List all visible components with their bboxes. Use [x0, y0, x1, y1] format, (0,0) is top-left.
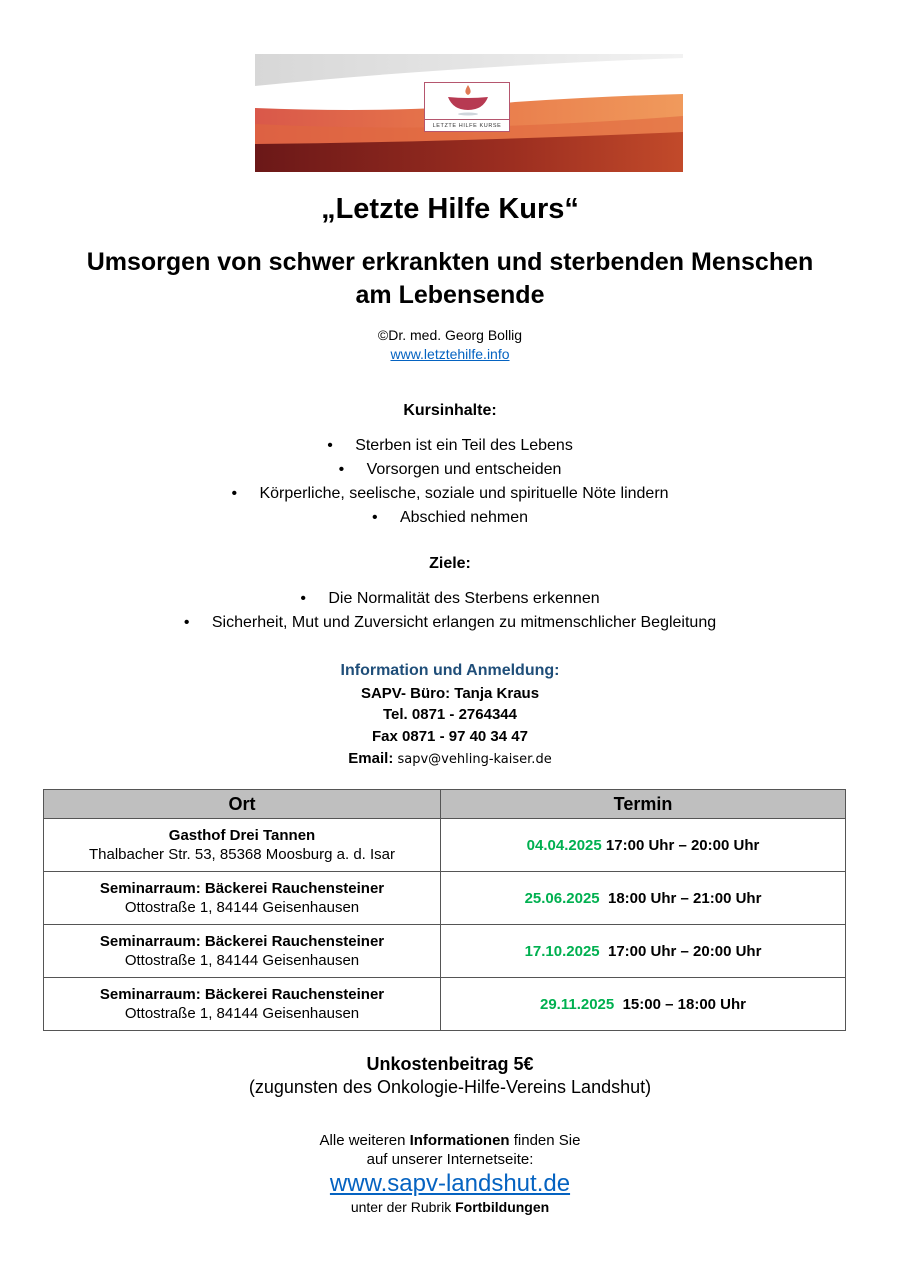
date-cell: [441, 978, 846, 1031]
contents-heading: Kursinhalte:: [403, 402, 497, 419]
location-cell: [44, 925, 441, 978]
more-info-line-2: auf unserer Internetseite:: [366, 1151, 534, 1168]
venue-name: Seminarraum: Bäckerei Rauchensteiner: [99, 880, 385, 897]
letztehilfe-link-wrap: [0, 346, 900, 362]
subtitle-line-1: Umsorgen von schwer erkrankten und sterbenden Menschen: [86, 248, 814, 276]
list-item: • Körperliche, seelische, soziale und spirituelle Nöte lindern: [0, 482, 900, 506]
page-subtitle: [0, 246, 900, 312]
venue-address: Ottostraße 1, 84144 Geisenhausen: [124, 952, 360, 969]
venue-name: Seminarraum: Bäckerei Rauchensteiner: [99, 933, 385, 950]
date-cell: [441, 819, 846, 872]
course-date: 17.10.2025: [524, 942, 600, 960]
bullet-icon: •: [371, 509, 378, 526]
location-cell: [44, 872, 441, 925]
course-date: 04.04.2025: [526, 836, 602, 854]
fee-note: (zugunsten des Onkologie-Hilfe-Vereins Landshut): [248, 1077, 652, 1097]
list-item: • Die Normalität des Sterbens erkennen: [0, 587, 900, 611]
course-date: 29.11.2025: [540, 995, 615, 1013]
course-date: 25.06.2025: [524, 889, 600, 907]
header-banner: [255, 54, 683, 172]
column-header-termin: Termin: [441, 790, 846, 819]
logo-text: LETZTE HILFE KURSE: [425, 119, 509, 129]
date-cell: [441, 925, 846, 978]
list-item: • Sicherheit, Mut und Zuversicht erlangen zu mitmenschlicher Begleitung: [0, 611, 900, 635]
info-heading: Information und Anmeldung:: [340, 662, 560, 679]
rubrik-name: Fortbildungen: [455, 1199, 550, 1215]
venue-address: Ottostraße 1, 84144 Geisenhausen: [124, 899, 360, 916]
table-row: [44, 819, 846, 872]
email-label: Email:: [348, 750, 394, 767]
more-info-text: [0, 1131, 900, 1169]
venue-name: Seminarraum: Bäckerei Rauchensteiner: [99, 986, 385, 1003]
rubrik-text: unter der Rubrik Fortbildungen: [350, 1199, 550, 1215]
venue-name: Gasthof Drei Tannen: [168, 827, 316, 844]
goals-list: [0, 587, 900, 635]
subtitle-line-2: am Lebensende: [355, 281, 545, 309]
table-row: [44, 978, 846, 1031]
course-time: 15:00 – 18:00 Uhr: [622, 995, 746, 1013]
column-header-ort: Ort: [44, 790, 441, 819]
letzte-hilfe-logo: [424, 82, 510, 132]
phone-number: Tel. 0871 - 2764344: [383, 706, 517, 723]
contents-list: [0, 434, 900, 530]
bullet-icon: •: [338, 461, 345, 478]
goals-heading: Ziele:: [429, 555, 471, 572]
course-schedule-table: [43, 789, 846, 1031]
table-row: [44, 925, 846, 978]
sapv-website-link[interactable]: www.sapv-landshut.de: [329, 1170, 571, 1197]
date-cell: [441, 872, 846, 925]
bullet-icon: •: [231, 485, 238, 502]
office-contact: SAPV- Büro: Tanja Kraus: [360, 685, 540, 702]
email-line: [0, 750, 900, 767]
bullet-icon: •: [300, 590, 306, 607]
list-item: • Abschied nehmen: [0, 506, 900, 530]
location-cell: [44, 819, 441, 872]
course-fee: Unkostenbeitrag 5€: [366, 1054, 534, 1074]
letztehilfe-link[interactable]: www.letztehilfe.info: [390, 346, 510, 362]
list-item: • Sterben ist ein Teil des Lebens: [0, 434, 900, 458]
venue-address: Ottostraße 1, 84144 Geisenhausen: [124, 1005, 360, 1022]
copyright-text: ©Dr. med. Georg Bollig: [377, 327, 523, 343]
course-time: 18:00 Uhr – 21:00 Uhr: [608, 889, 762, 907]
location-cell: [44, 978, 441, 1031]
lamp-icon: [425, 77, 511, 117]
list-item: • Vorsorgen und entscheiden: [0, 458, 900, 482]
fax-number: Fax 0871 - 97 40 34 47: [372, 728, 528, 745]
more-info-line-1: Alle weiteren Informationen finden Sie: [319, 1132, 581, 1149]
venue-address: Thalbacher Str. 53, 85368 Moosburg a. d. Isar: [88, 846, 395, 863]
course-time: 17:00 Uhr – 20:00 Uhr: [605, 836, 760, 854]
course-time: 17:00 Uhr – 20:00 Uhr: [608, 942, 762, 960]
page-title: „Letzte Hilfe Kurs“: [321, 193, 579, 225]
table-row: [44, 872, 846, 925]
bullet-icon: •: [183, 614, 190, 631]
email-address[interactable]: sapv@vehling-kaiser.de: [397, 752, 552, 767]
website-link-wrap: [0, 1170, 900, 1198]
bullet-icon: •: [327, 437, 333, 454]
